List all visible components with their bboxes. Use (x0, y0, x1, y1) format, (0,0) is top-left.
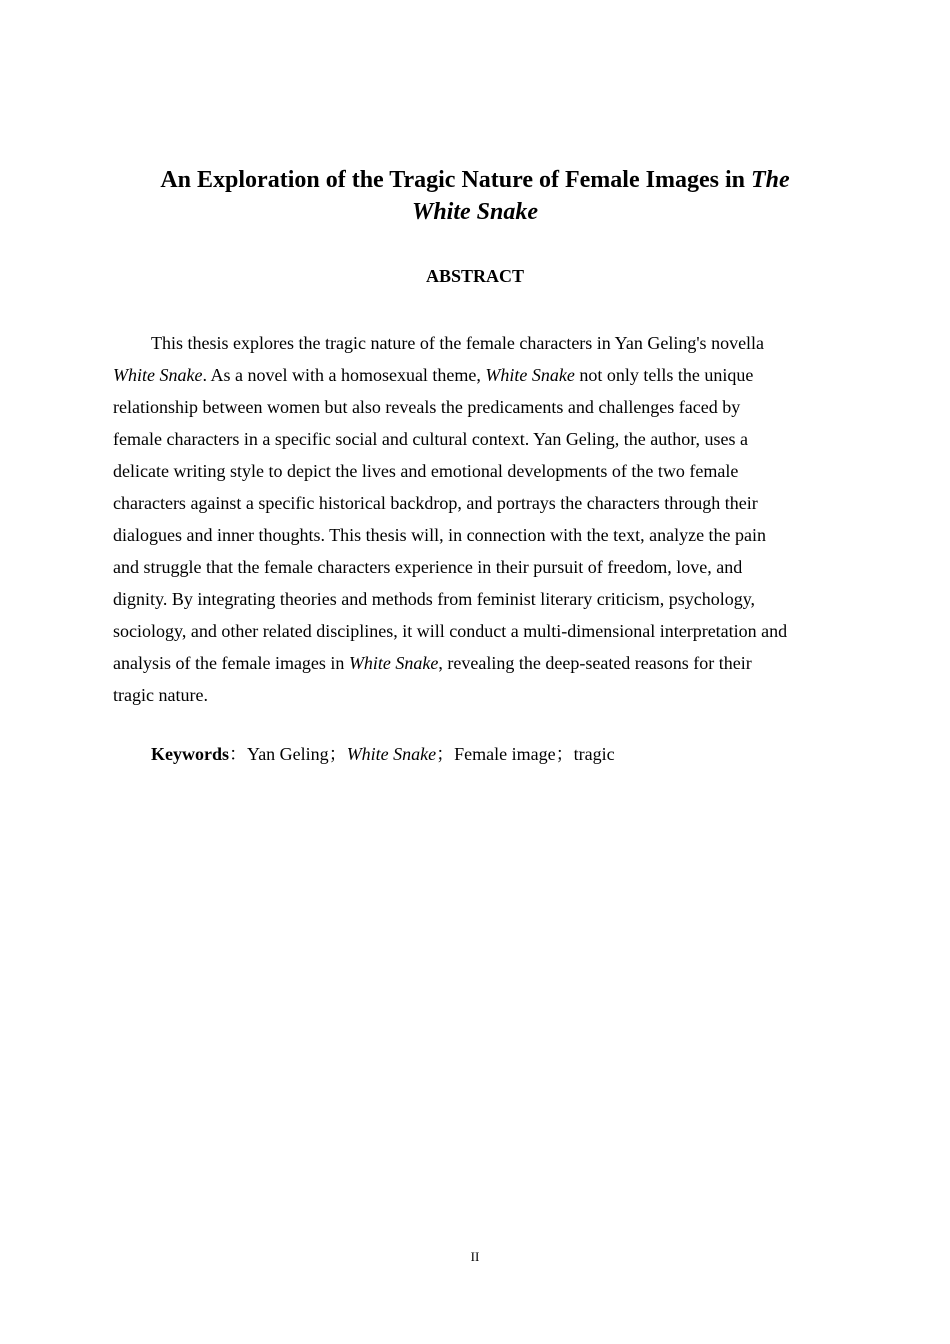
abstract-text: dignity. By integrating theories and methods from feminist literary criticism, psychology, (113, 589, 756, 609)
novel-title-italic: White Snake (485, 365, 575, 385)
abstract-text: relationship between women but also reveals the predicaments and challenges faced by (113, 397, 741, 417)
abstract-line (113, 679, 837, 711)
title-italic-the: The (750, 167, 790, 193)
abstract-text: female characters in a specific social and cultural context. Yan Geling, the author, uses a (113, 429, 749, 449)
abstract-line (113, 583, 837, 615)
title-line-1 (113, 164, 837, 196)
abstract-line (113, 647, 837, 679)
abstract-body (113, 327, 837, 711)
keyword-item: tragic (573, 744, 615, 764)
abstract-line (113, 615, 837, 647)
abstract-text: characters against a specific historical backdrop, and portrays the characters through their (113, 493, 758, 513)
abstract-text: sociology, and other related disciplines, it will conduct a multi-dimensional interpretation and (113, 621, 788, 641)
abstract-text: delicate writing style to depict the lives and emotional developments of the two female (113, 461, 739, 481)
abstract-line (113, 327, 837, 359)
title-italic-white-snake: White Snake (411, 199, 539, 225)
abstract-text: analysis of the female images in (113, 653, 349, 673)
novel-title-italic: White Snake (348, 653, 439, 673)
keyword-item: Yan Geling (247, 744, 329, 764)
abstract-text: dialogues and inner thoughts. This thesis will, in connection with the text, analyze the pain (113, 525, 767, 545)
keywords-separator: ； (555, 744, 574, 764)
abstract-line (113, 551, 837, 583)
abstract-line (113, 487, 837, 519)
abstract-text: and struggle that the female characters experience in their pursuit of freedom, love, and (113, 557, 743, 577)
abstract-text: not only tells the unique (574, 365, 754, 385)
abstract-text: This thesis explores the tragic nature of the female characters in Yan Geling's novella (151, 333, 765, 353)
novel-title-italic: White Snake (113, 365, 203, 385)
abstract-text: tragic nature. (113, 685, 208, 705)
abstract-line (113, 391, 837, 423)
keywords-line (151, 743, 615, 765)
abstract-line (113, 455, 837, 487)
keywords-separator: ； (328, 744, 347, 764)
keywords-label: Keywords (151, 744, 229, 764)
keywords-colon: ： (229, 744, 247, 764)
keyword-item: Female image (454, 744, 556, 764)
abstract-text: , revealing the deep-seated reasons for their (438, 653, 752, 673)
abstract-heading: ABSTRACT (425, 266, 525, 286)
abstract-line (113, 423, 837, 455)
keywords-separator: ； (436, 744, 455, 764)
title-text: An Exploration of the Tragic Nature of Female Images in (160, 167, 751, 193)
keyword-item: White Snake (346, 744, 437, 764)
abstract-line (113, 359, 837, 391)
thesis-title (113, 164, 837, 228)
abstract-line (113, 519, 837, 551)
title-line-2 (113, 196, 837, 228)
abstract-text: . As a novel with a homosexual theme, (202, 365, 486, 385)
page-number: II (470, 1249, 480, 1264)
